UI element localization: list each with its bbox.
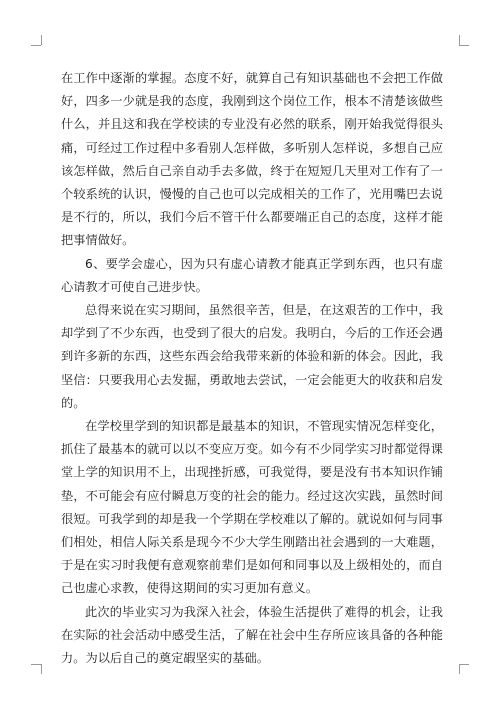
crop-mark-bottom-right-vertical xyxy=(459,664,460,674)
crop-mark-top-left-vertical xyxy=(41,35,42,45)
paragraph-1: 在工作中逐渐的掌握。态度不好，就算自己有知识基础也不会把工作做好，四多一少就是我的态度，我刚到这个岗位工作，根本不清楚该做些什么，并且这和我在学校读的专业没有必然的联系，刚开始我觉得很头痛，可经过工作过程中多看别人怎样做，多听别人怎样说，多想自己应该怎样做，然后自己亲自动手去多做，终于在短短几天里对工作有了一个较系统的认识，慢慢的自己也可以完成相关的工作了，光用嘴巴去说是不行的，所以，我们今后不管干什么都要端正自己的态度，这样才能把事情做好。 xyxy=(61,71,443,248)
crop-mark-top-right-vertical xyxy=(459,35,460,45)
document-body xyxy=(61,67,443,670)
paragraph-4: 在学校里学到的知识都是最基本的知识，不管现实情况怎样变化，抓住了最基本的就可以以不变应万变。如今有不少同学实习时都觉得课堂上学的知识用不上，出现挫折感，可我觉得，要是没有书本知识作铺垫，不可能会有应付瞬息万变的社会的能力。经过这次实践，虽然时间很短。可我学到的却是我一个学期在学校难以了解的。就说如何与同事们相处，相信人际关系是现今不少大学生刚踏出社会遇到的一大难题，于是在实习时我便有意观察前辈们是如何和同事以及上级相处的，而自己也虚心求教，使得这期间的实习更加有意义。 xyxy=(61,419,443,596)
crop-mark-top-left-horizontal xyxy=(31,45,41,46)
crop-mark-top-right-horizontal xyxy=(459,45,469,46)
crop-mark-bottom-left-vertical xyxy=(41,664,42,674)
crop-mark-bottom-right-horizontal xyxy=(459,664,469,665)
paragraph-5: 此次的毕业实习为我深入社会，体验生活提供了难得的机会，让我在实际的社会活动中感受生活，了解在社会中生存所应该具备的各种能力。为以后自己的奠定嘏坚实的基础。 xyxy=(61,604,443,666)
paragraph-3: 总得来说在实习期间，虽然很辛苦，但是，在这艰苦的工作中，我却学到了不少东西，也受到了很大的启发。我明白，今后的工作还会遇到许多新的东西，这些东西会给我带来新的体验和新的体会。因此，我坚信：只要我用心去发掘，勇敢地去尝试，一定会能更大的收获和启发的。 xyxy=(61,303,443,410)
crop-mark-bottom-left-horizontal xyxy=(31,664,41,665)
paragraph-2: 6、要学会虚心，因为只有虚心请教才能真正学到东西，也只有虚心请教才可使自己进步快。 xyxy=(61,256,443,294)
